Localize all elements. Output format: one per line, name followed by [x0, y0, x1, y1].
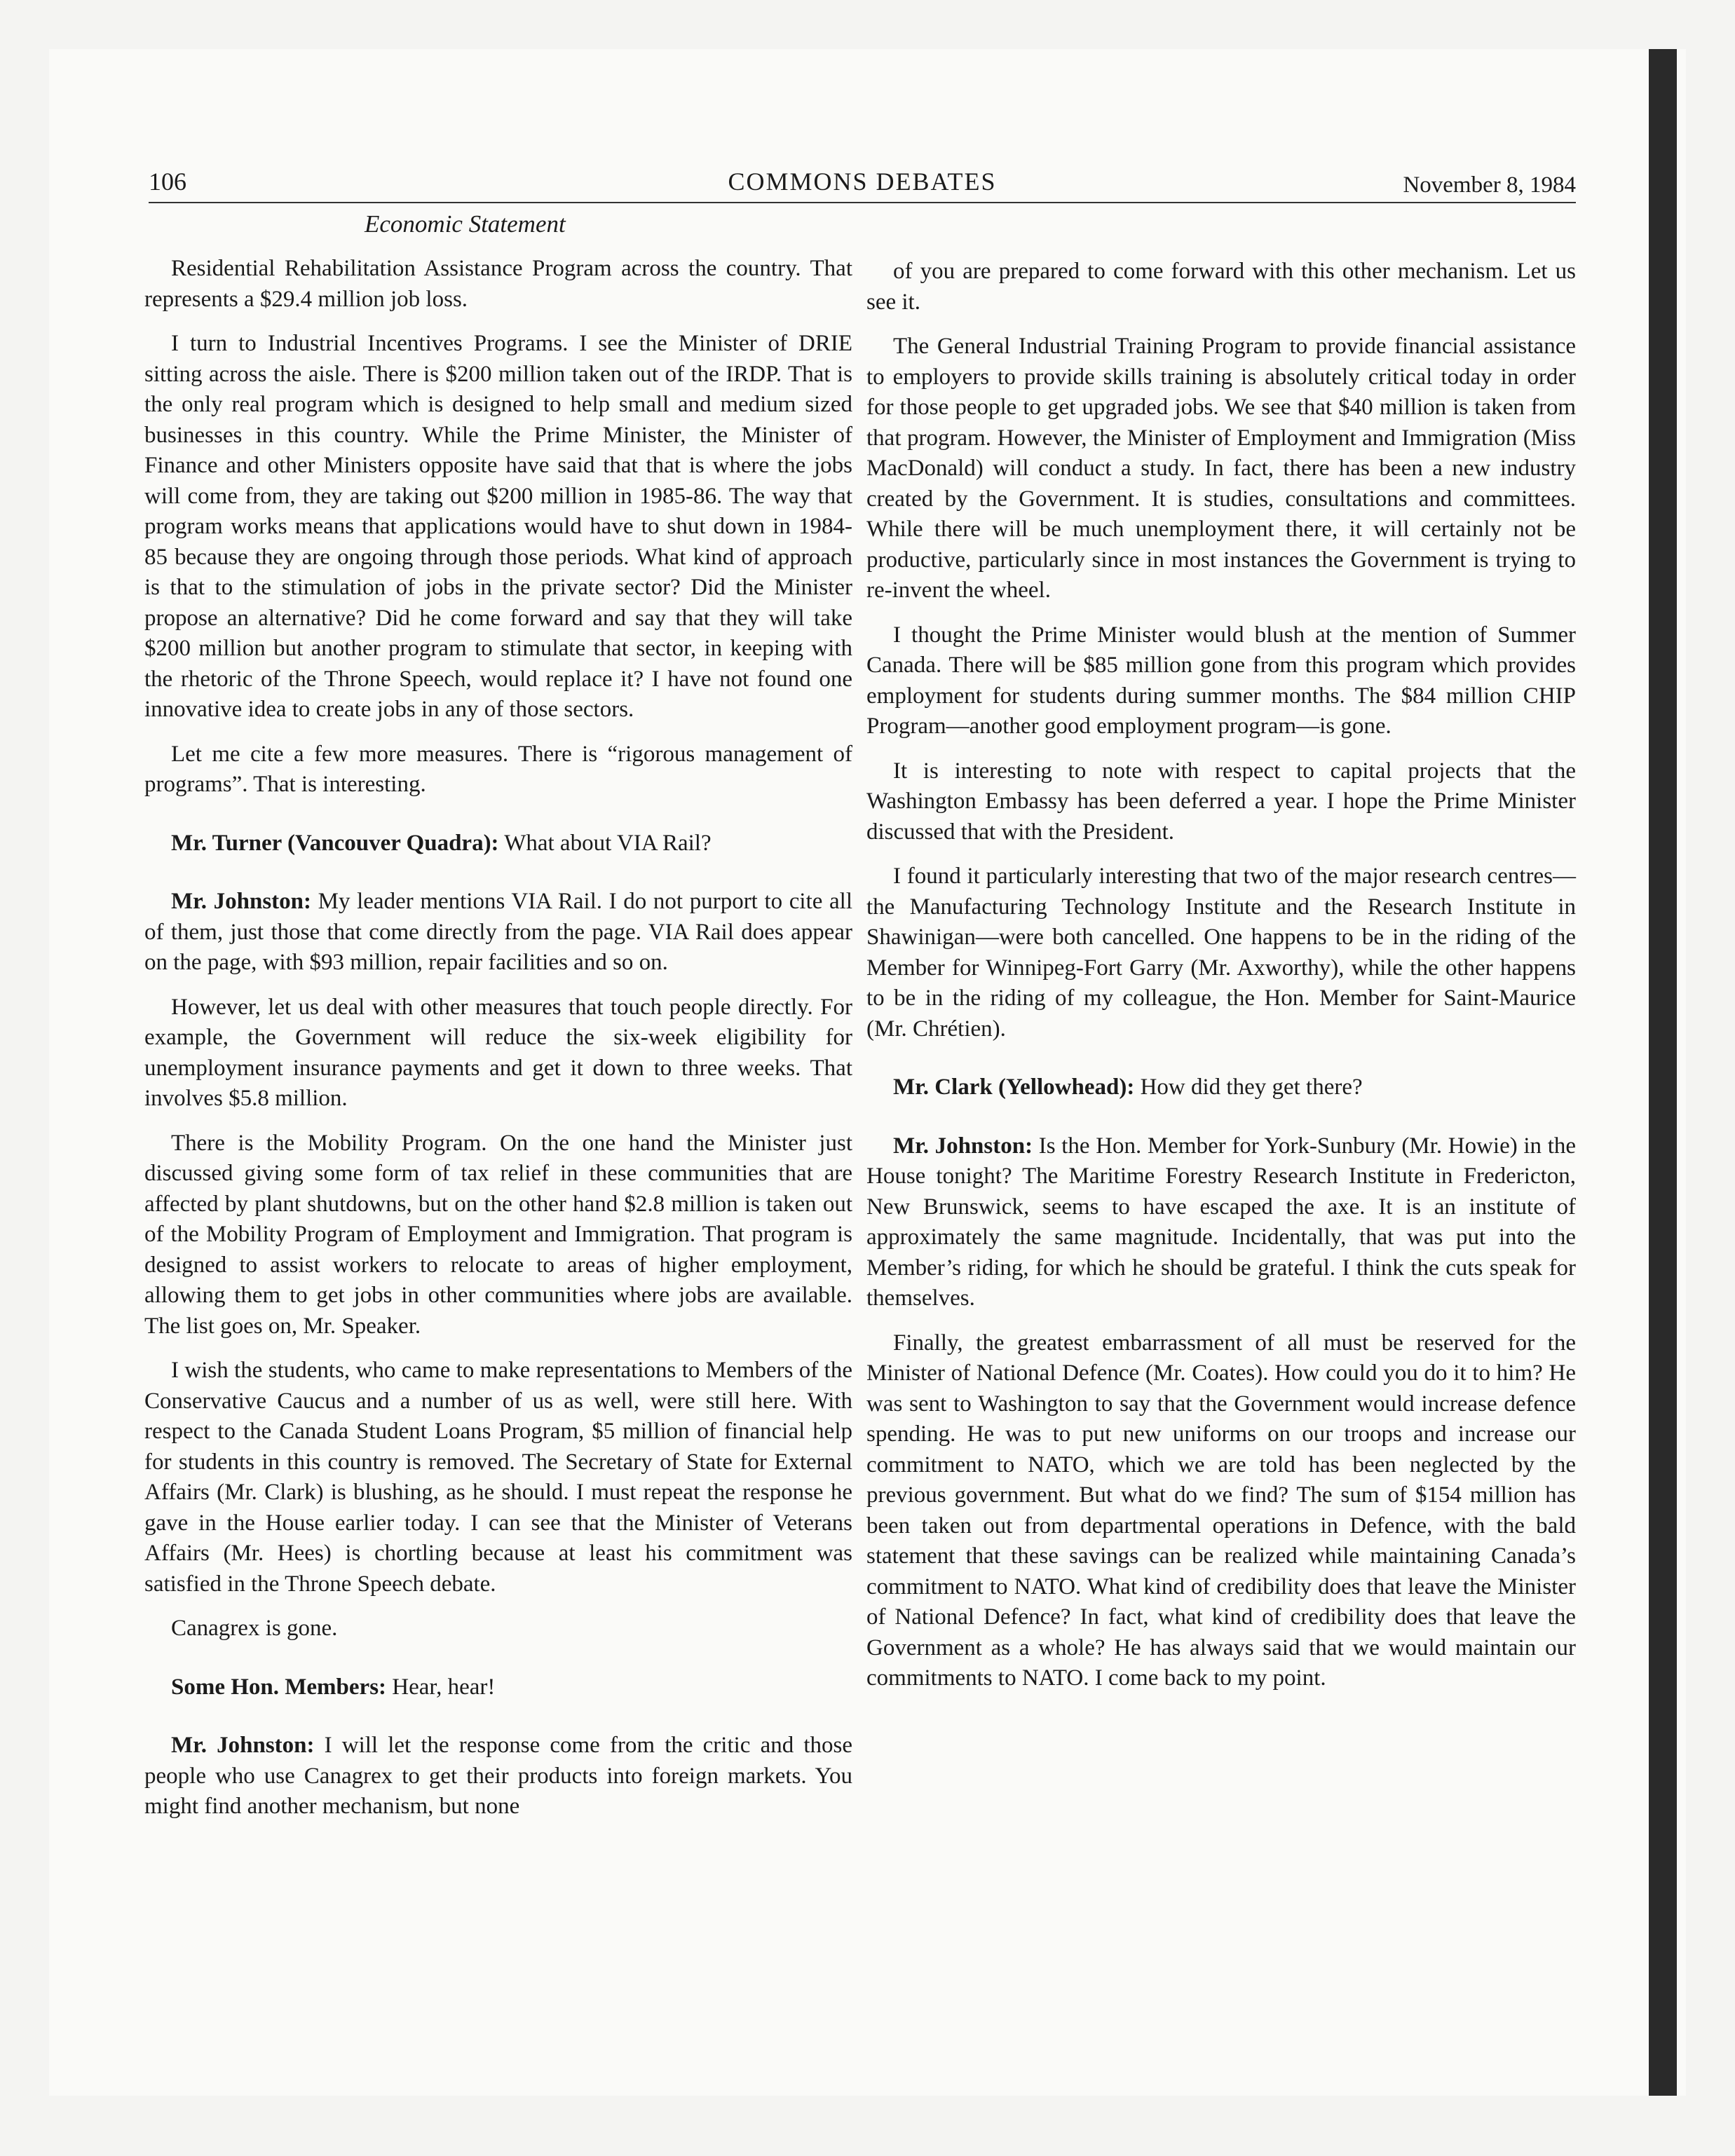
paragraph-text: The General Industrial Training Program to provide financial assistance to employers to provide skills training is absolutely critical today in order for those people to get upgraded jobs. We see that $40 million is taken from that program. However, the Minister of Employment and Immigration (Miss MacDonald) will conduct a study. In fact, there has been a new industry created by the Government. It is studies, consultations and committees. While there will be much unemployment there, it will certainly not be productive, particularly since in most instances the Government is trying to re-invent the wheel.: [866, 334, 1576, 603]
page-header: [149, 163, 1576, 203]
paragraph: [144, 739, 852, 800]
speaker-name: Mr. Turner (Vancouver Quadra):: [171, 830, 499, 856]
paragraph-text: It is interesting to note with respect to capital projects that the Washington Embassy has been deferred a year. I hope the Prime Minister discussed that with the President.: [866, 758, 1576, 845]
paragraph-text: Canagrex is gone.: [171, 1616, 338, 1641]
paragraph-text: Residential Rehabilitation Assistance Program across the country. That represents a $29.4 million job loss.: [144, 256, 852, 312]
running-head: COMMONS DEBATES: [728, 168, 997, 196]
paragraph-text: I will let the response come from the critic and those people who use Canagrex to get their products into foreign markets. You might find another mechanism, but none: [144, 1733, 852, 1819]
paragraph-text: I thought the Prime Minister would blush at the mention of Summer Canada. There will be $85 million gone from this program which provides employment for students during summer months. The $84 million CHIP Program—another good employment program—is gone.: [866, 622, 1576, 739]
paragraph-text: My leader mentions VIA Rail. I do not purport to cite all of them, just those that come directly from the page. VIA Rail does appear on the page, with $93 million, repair facilities and so on.: [144, 889, 852, 975]
speaker-name: Mr. Johnston:: [171, 1733, 315, 1758]
paragraph: [866, 1072, 1576, 1103]
paragraph-text: I wish the students, who came to make representations to Members of the Conservative Caucus and a number of us as well, were still here. With respect to the Canada Student Loans Program, $5 million of financial help for students in this country is removed. The Secretary of State for External Affairs (Mr. Clark) is blushing, as he should. I must repeat the response he gave in the House earlier today. I can see that the Minister of Veterans Affairs (Mr. Hees) is chortling because at least his commitment was satisfied in the Throne Speech debate.: [144, 1358, 852, 1597]
speaker-name: Mr. Johnston:: [893, 1133, 1033, 1159]
paragraph-text: of you are prepared to come forward with this other mechanism. Let us see it.: [866, 259, 1576, 315]
paragraph: [866, 1131, 1576, 1314]
speaker-name: Some Hon. Members:: [171, 1674, 387, 1700]
speaker-name: Mr. Johnston:: [171, 889, 312, 914]
paragraph: [866, 332, 1576, 606]
paragraph: [144, 1356, 852, 1599]
paragraph: [866, 861, 1576, 1044]
paragraph: [144, 1672, 852, 1703]
paragraph-text: Hear, hear!: [392, 1674, 496, 1700]
speaker-name: Mr. Clark (Yellowhead):: [893, 1074, 1135, 1100]
paragraph: [144, 887, 852, 978]
paragraph: [144, 992, 852, 1114]
paragraph: [144, 828, 852, 859]
paragraph-text: However, let us deal with other measures that touch people directly. For example, the Government will reduce the six-week eligibility for unemployment insurance payments and get it down to three weeks. That involves $5.8 million.: [144, 994, 852, 1111]
header-date: November 8, 1984: [1403, 172, 1576, 198]
paragraph-text: Is the Hon. Member for York-Sunbury (Mr. Howie) in the House tonight? The Maritime Forestry Research Institute in Fredericton, New Brunswick, seems to have escaped the axe. It is an institute of approximately the same magnitude. Incidentally, that was put into the Member’s riding, for which he should be grateful. I think the cuts speak for themselves.: [866, 1133, 1577, 1311]
paragraph-text: Let me cite a few more measures. There is “rigorous management of programs”. That is interesting.: [144, 741, 852, 797]
paragraph: [144, 254, 852, 315]
right-column: [866, 257, 1576, 1708]
paragraph: [144, 329, 852, 725]
paragraph: [866, 257, 1576, 318]
page-edge-shadow: [1649, 49, 1677, 2096]
paragraph-text: How did they get there?: [1140, 1074, 1363, 1100]
paragraph: [866, 1328, 1576, 1694]
section-title: Economic Statement: [365, 210, 566, 238]
paragraph: [866, 756, 1576, 848]
paragraph-text: I found it particularly interesting that two of the major research centres—the Manufacturing Technology Institute and the Research Institute in Shawinigan—were both cancelled. One happens to be in the riding of the Member for Winnipeg-Fort Garry (Mr. Axworthy), while the other happens to be in the riding of my colleague, the Hon. Member for Saint-Maurice (Mr. Chrétien).: [866, 864, 1576, 1042]
paragraph: [866, 620, 1576, 742]
paragraph: [144, 1613, 852, 1644]
paragraph: [144, 1128, 852, 1342]
paragraph-text: Finally, the greatest embarrassment of all must be reserved for the Minister of National Defence (Mr. Coates). How could you do it to him? He was sent to Washington to say that the Government would increase defence spending. He was to put new uniforms on our troops and increase our commitment to NATO, which we are told has been neglected by the previous government. But what do we find? The sum of $154 million has been taken out from departmental operations in Defence, with the bald statement that these savings can be realized while maintaining Canada’s commitment to NATO. What kind of credibility does that leave the Minister of National Defence? In fact, what kind of credibility does that leave the Government as a whole? He has always said that we would maintain our commitments to NATO. I come back to my point.: [866, 1330, 1576, 1691]
paragraph-text: There is the Mobility Program. On the one hand the Minister just discussed giving some form of tax relief in these communities that are affected by plant shutdowns, but on the other hand $2.8 million is taken out of the Mobility Program of Employment and Immigration. That program is designed to assist workers to relocate to areas of higher employment, allowing them to get jobs in other communities where jobs are available. The list goes on, Mr. Speaker.: [144, 1130, 852, 1339]
paragraph: [144, 1731, 852, 1822]
left-column: [144, 254, 852, 1836]
paragraph-text: What about VIA Rail?: [504, 830, 712, 856]
page-number: 106: [149, 168, 186, 196]
paragraph-text: I turn to Industrial Incentives Programs. I see the Minister of DRIE sitting across the aisle. There is $200 million taken out of the IRDP. That is the only real program which is designed to help small and medium sized businesses in this country. While the Prime Minister, the Minister of Finance and other Ministers opposite have said that that is where the jobs will come from, they are taking out $200 million in 1985-86. The way that program works means that applications would have to shut down in 1984-85 because they are ongoing through those periods. What kind of approach is that to the stimulation of jobs in the private sector? Did the Minister propose an alternative? Did he come forward and say that they will take $200 million but another program to stimulate that sector, in keeping with the rhetoric of the Throne Speech, would replace it? I have not found one innovative idea to create jobs in any of those sectors.: [144, 331, 852, 722]
